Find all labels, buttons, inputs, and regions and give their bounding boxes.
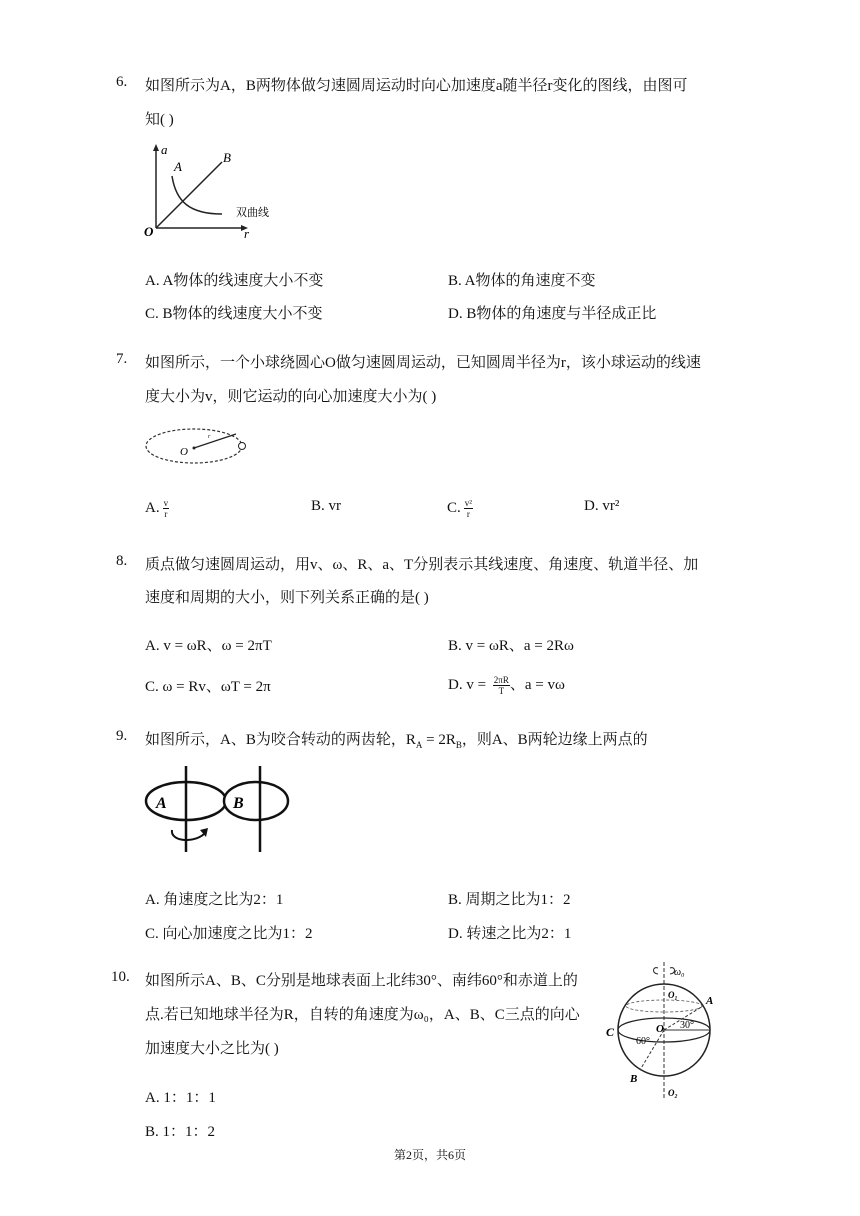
gear-a-label: A: [156, 795, 167, 812]
curve-a: [172, 176, 222, 214]
question-8-option-b[interactable]: B. v = ωR、a = 2Rω: [448, 638, 574, 654]
point-a-label: A: [706, 995, 714, 1007]
question-6-option-d[interactable]: D. B物体的角速度与半径成正比: [448, 306, 657, 322]
question-9-option-d[interactable]: D. 转速之比为2：1: [448, 926, 572, 942]
gear-b-label: B: [233, 795, 244, 812]
center-o-label: O: [180, 446, 188, 458]
question-7-number: 7.: [116, 351, 128, 367]
question-7-circle-figure: [140, 424, 252, 470]
line-b-label: B: [223, 150, 231, 165]
omega-label: ω₀: [674, 967, 685, 978]
point-b-label: B: [630, 1073, 638, 1085]
o2-label: O₂: [668, 1088, 678, 1098]
question-7-option-a[interactable]: A. $\frac{v}{r}$: [145, 498, 169, 519]
radius-label: r: [208, 434, 211, 440]
question-7-text-line1: 如图所示，一个小球绕圆心O做匀速圆周运动，已知圆周半径为r，该小球运动的线速: [145, 355, 701, 371]
question-10-option-b[interactable]: B. 1：1：2: [145, 1124, 216, 1140]
question-10-earth-figure: [600, 960, 730, 1100]
question-7-option-b[interactable]: B. vr: [311, 498, 342, 514]
point-c-label: C: [606, 1025, 615, 1039]
question-9-option-c[interactable]: C. 向心加速度之比为1：2: [145, 926, 313, 942]
curve-name-label: 双曲线: [236, 207, 269, 219]
question-9-option-b[interactable]: B. 周期之比为1：2: [448, 892, 571, 908]
question-6-option-c[interactable]: C. B物体的线速度大小不变: [145, 306, 323, 322]
question-6-text-line1: 如图所示为A，B两物体做匀速圆周运动时向心加速度a随半径r变化的图线，由图可: [145, 78, 688, 94]
question-6-option-b[interactable]: B. A物体的角速度不变: [448, 273, 596, 289]
curve-a-label: A: [174, 159, 182, 174]
question-6-graph: [140, 140, 300, 240]
question-9-text-line: 如图所示，A、B为咬合转动的两齿轮，$R_A = 2R_B$，则A、B两轮边缘上两点的: [145, 732, 648, 750]
question-10-text-line3: 加速度大小之比为( ): [145, 1041, 279, 1057]
question-10-text-line2: 点.若已知地球半径为R，自转的角速度为ω₀，A、B、C三点的向心: [145, 1007, 580, 1023]
line-b: [156, 162, 222, 228]
question-8-text-line1: 质点做匀速圆周运动，用v、ω、R、a、T分别表示其线速度、角速度、轨道半径、加: [145, 557, 699, 573]
question-9-number: 9.: [116, 728, 128, 744]
question-6-number: 6.: [116, 74, 128, 90]
question-9-gears-figure: [140, 762, 300, 856]
o1-label: O₁: [668, 990, 678, 1000]
question-8-option-c[interactable]: C. ω = Rv、ωT = 2π: [145, 679, 271, 695]
question-6-text-line2: 知( ): [145, 112, 174, 128]
page-footer: 第2页，共6页: [393, 1148, 466, 1162]
question-10-option-a[interactable]: A. 1：1：1: [145, 1090, 216, 1106]
question-7-option-c[interactable]: C. $\frac{\text{v²}}{r}$: [447, 498, 472, 519]
angle-30-label: 30°: [680, 1020, 694, 1031]
question-6-option-a[interactable]: A. A物体的线速度大小不变: [145, 273, 324, 289]
question-8-text-line2: 速度和周期的大小，则下列关系正确的是( ): [145, 590, 429, 606]
question-7-option-d[interactable]: D. vr²: [584, 498, 620, 514]
question-8-number: 8.: [116, 553, 128, 569]
question-9-option-a[interactable]: A. 角速度之比为2：1: [145, 892, 284, 908]
axis-r-label: r: [244, 226, 250, 240]
question-7-text-line2: 度大小为v，则它运动的向心加速度大小为( ): [145, 389, 437, 405]
question-10-text-line1: 如图所示A、B、C分别是地球表面上北纬30°、南纬60°和赤道上的: [145, 973, 578, 989]
question-8-option-d[interactable]: D. v = $\frac{2\pi R}{T}$ 、a = vω: [448, 675, 565, 697]
axis-a-label: a: [161, 142, 168, 157]
angle-60-label: 60°: [636, 1036, 650, 1047]
center-o-label: O: [656, 1023, 664, 1035]
origin-label: O: [144, 224, 154, 239]
question-10-number: 10.: [111, 969, 130, 985]
question-8-option-a[interactable]: A. v = ωR、ω = 2πT: [145, 638, 272, 654]
